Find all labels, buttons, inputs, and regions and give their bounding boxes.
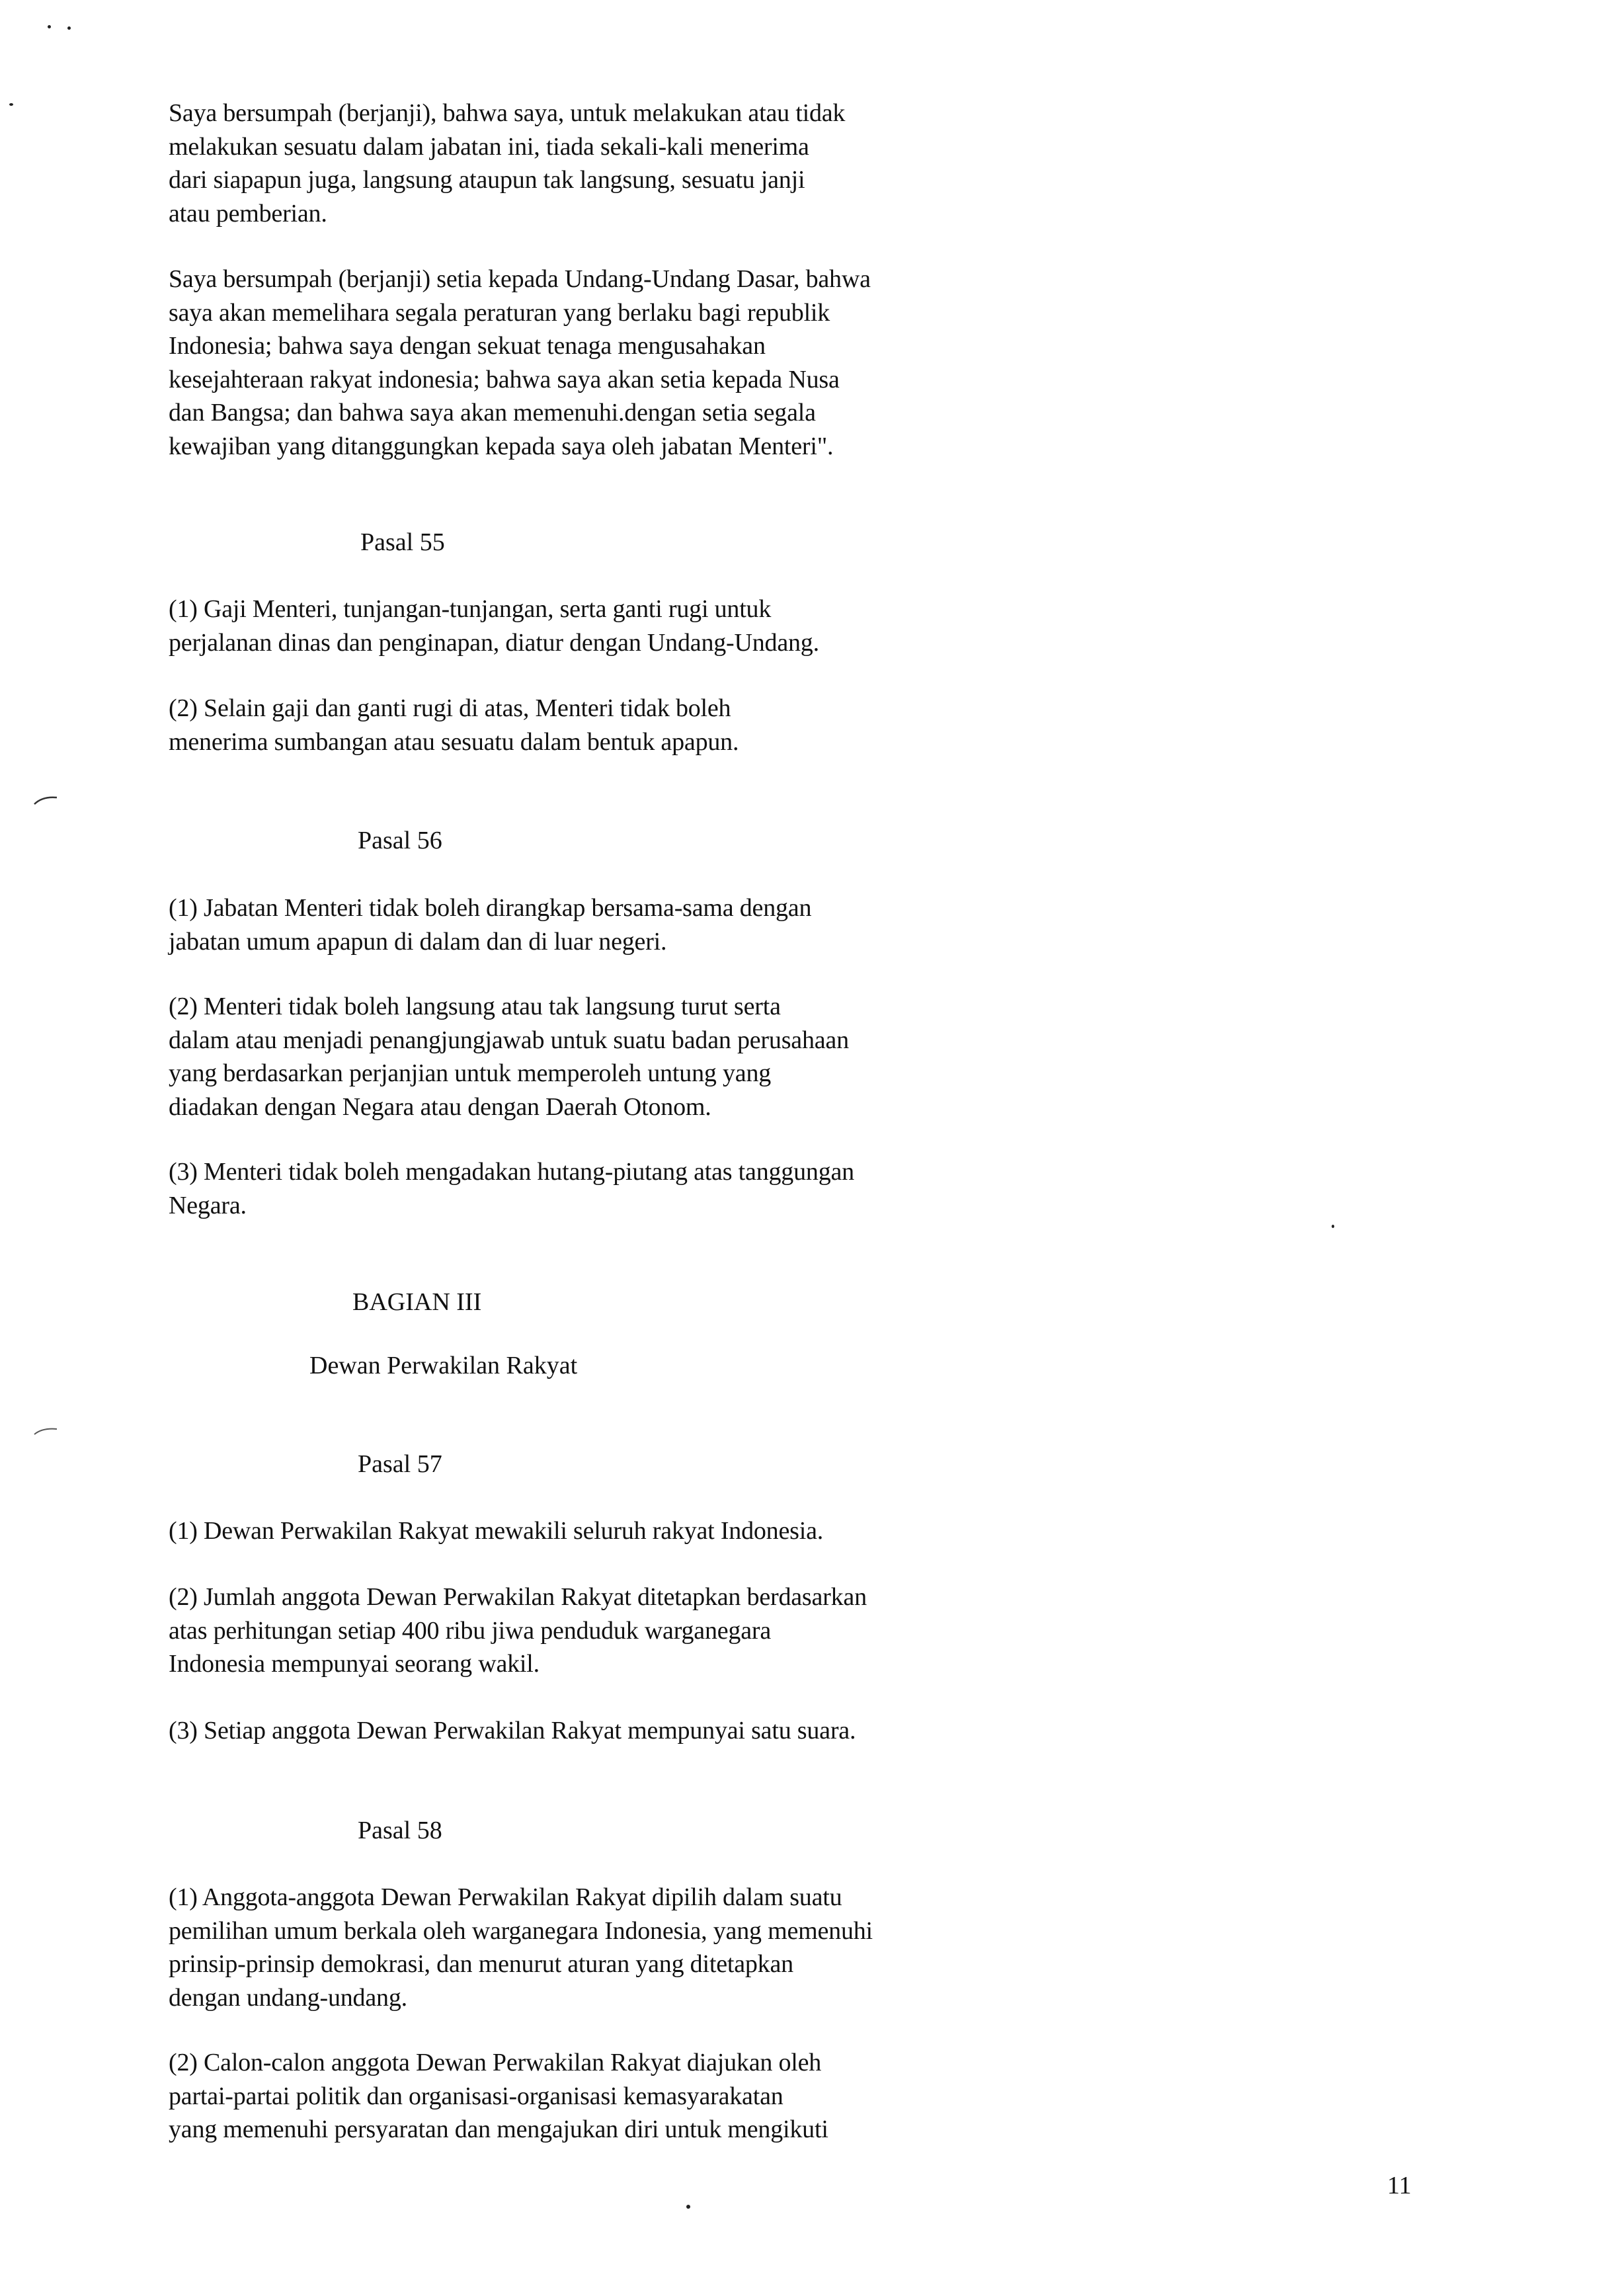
scan-speck <box>67 26 71 30</box>
scan-speck <box>686 2205 690 2209</box>
scan-speck <box>1332 1225 1334 1228</box>
article-55-clause-1: (1) Gaji Menteri, tunjangan-tunjangan, serta ganti rugi untuk perjalanan dinas dan penginapan, diatur dengan Undang-Undang. <box>169 595 819 657</box>
article-58-clause-2: (2) Calon-calon anggota Dewan Perwakilan Rakyat diajukan oleh partai-partai politik dan organisasi-organisasi kemasyarakatan yang memenuhi persyaratan dan mengajukan diri untuk mengikuti <box>169 2049 828 2143</box>
page-number: 11 <box>1387 2172 1412 2199</box>
section-heading-bagian-iii: BAGIAN III <box>352 1288 482 1316</box>
article-57-clause-3: (3) Setiap anggota Dewan Perwakilan Rakyat mempunyai satu suara. <box>169 1717 856 1744</box>
scan-speck <box>9 103 13 106</box>
oath-paragraph-1: Saya bersumpah (berjanji), bahwa saya, untuk melakukan atau tidak melakukan sesuatu dalam jabatan ini, tiada sekali-kali menerima dari siapapun juga, langsung ataupun tak langsung, sesuatu janji atau pemberian. <box>169 99 846 227</box>
article-56-clause-2: (2) Menteri tidak boleh langsung atau tak langsung turut serta dalam atau menjadi penangjungjawab untuk suatu badan perusahaan yang berdasarkan perjanjian untuk memperoleh untung yang diadakan dengan Negara atau dengan Daerah Otonom. <box>169 993 849 1121</box>
article-55-clause-2: (2) Selain gaji dan ganti rugi di atas, Menteri tidak boleh menerima sumbangan atau sesuatu dalam bentuk apapun. <box>169 694 739 756</box>
article-56-clause-3: (3) Menteri tidak boleh mengadakan hutang-piutang atas tanggungan Negara. <box>169 1158 854 1219</box>
article-57-clause-1: (1) Dewan Perwakilan Rakyat mewakili seluruh rakyat Indonesia. <box>169 1517 824 1545</box>
article-58-clause-1: (1) Anggota-anggota Dewan Perwakilan Rakyat dipilih dalam suatu pemilihan umum berkala oleh warganegara Indonesia, yang memenuhi prinsip-prinsip demokrasi, dan menurut aturan yang ditetapkan dengan undang-undang. <box>169 1883 873 2012</box>
oath-paragraph-2: Saya bersumpah (berjanji) setia kepada Undang-Undang Dasar, bahwa saya akan memelihara segala peraturan yang berlaku bagi republik Indonesia; bahwa saya dengan sekuat tenaga mengusahakan kesejahteraan rakyat indonesia; bahwa saya akan setia kepada Nusa dan Bangsa; dan bahwa saya akan memenuhi.dengan setia segala kewajiban yang ditanggungkan kepada saya oleh jabatan Menteri". <box>169 265 871 460</box>
scan-speck <box>48 25 51 28</box>
article-heading-pasal-57: Pasal 57 <box>358 1450 442 1478</box>
article-heading-pasal-55: Pasal 55 <box>360 528 445 556</box>
article-heading-pasal-56: Pasal 56 <box>358 827 442 854</box>
scan-mark-curve <box>33 1425 60 1438</box>
article-56-clause-1: (1) Jabatan Menteri tidak boleh dirangkap bersama-sama dengan jabatan umum apapun di dalam dan di luar negeri. <box>169 894 812 956</box>
article-57-clause-2: (2) Jumlah anggota Dewan Perwakilan Rakyat ditetapkan berdasarkan atas perhitungan setiap 400 ribu jiwa penduduk warganegara Indonesia mempunyai seorang wakil. <box>169 1583 867 1678</box>
scan-mark-curve <box>33 794 60 807</box>
article-heading-pasal-58: Pasal 58 <box>358 1817 442 1844</box>
section-title-dpr: Dewan Perwakilan Rakyat <box>309 1352 578 1379</box>
